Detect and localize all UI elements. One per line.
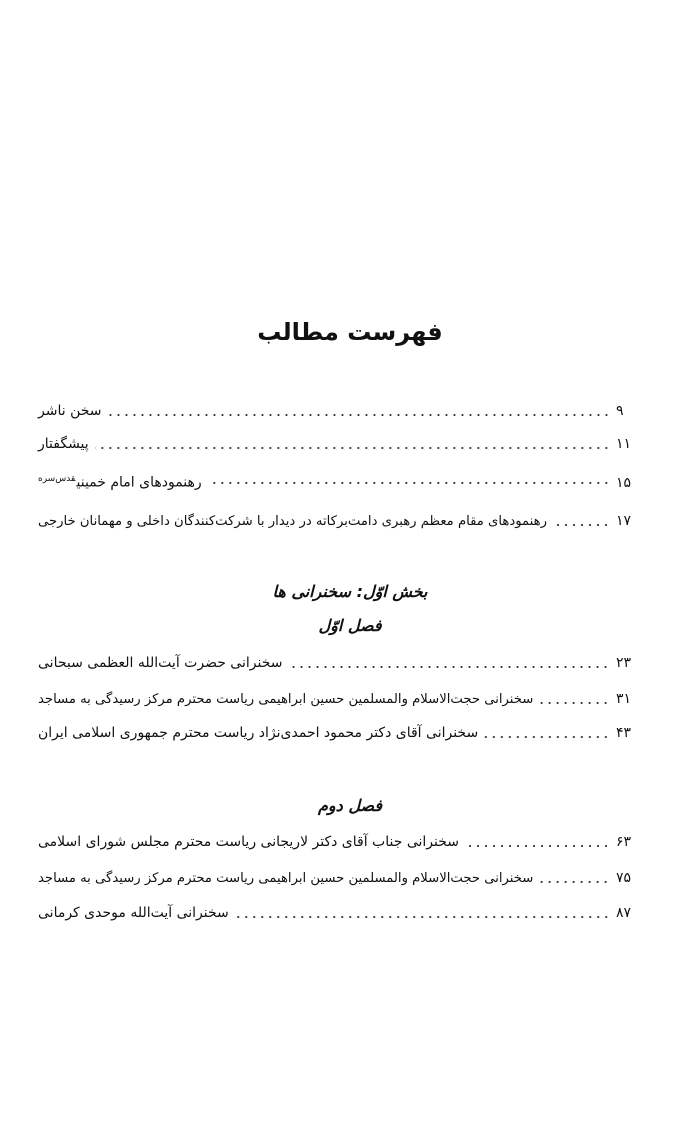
toc-entry[interactable]	[38, 720, 656, 746]
toc-entry-publisher-note[interactable]	[38, 398, 656, 424]
toc-entry-label: رهنمودهای مقام معظم رهبری دامت‌برکاته در دیدار با شرکت‌کنندگان داخلی و مهمانان خارجی	[38, 514, 547, 529]
dot-leader	[208, 482, 610, 484]
toc-entry-page: ۶۳	[616, 834, 632, 850]
toc-entry-label: پیشگفتار	[38, 436, 89, 452]
toc-entry-imam-khomeini-guidance[interactable]	[38, 466, 656, 492]
dot-leader	[235, 916, 610, 918]
toc-entry[interactable]	[38, 650, 656, 676]
dot-leader	[539, 881, 610, 883]
toc-entry-label: سخنرانی آیت‌الله موحدی کرمانی	[38, 905, 229, 921]
toc-entry-page: ۴۳	[616, 725, 632, 741]
toc-title: فهرست مطالب	[257, 318, 443, 346]
toc-entry-page: ۱۱	[616, 436, 632, 452]
dot-leader	[484, 736, 610, 738]
toc-entry-label: سخنرانی حجت‌الاسلام والمسلمین حسین ابراهیمی ریاست محترم مرکز رسیدگی به مساجد	[38, 871, 534, 886]
toc-entry-page: ۹	[616, 403, 624, 419]
toc-entry-label-text: رهنمودهای امام خمینی	[76, 474, 202, 491]
toc-entry-label: سخنرانی آقای دکتر محمود احمدی‌نژاد ریاست محترم جمهوری اسلامی ایران	[38, 725, 479, 741]
toc-entry-page: ۷۵	[616, 870, 632, 886]
toc-entry[interactable]	[38, 829, 656, 855]
toc-entry-page: ۲۳	[616, 655, 632, 671]
dot-leader	[465, 845, 610, 847]
dot-leader	[539, 702, 610, 704]
toc-entry-page: ۱۷	[616, 513, 632, 529]
dot-leader	[553, 524, 610, 526]
toc-entry[interactable]	[38, 900, 656, 926]
dot-leader	[288, 666, 610, 668]
toc-entry[interactable]	[38, 686, 656, 712]
toc-entry-label: سخنرانی جناب آقای دکتر لاریجانی ریاست محترم مجلس شورای اسلامی	[38, 834, 459, 850]
toc-entry-supreme-leader-guidance[interactable]	[38, 508, 656, 534]
toc-entry-label: سخن ناشر	[38, 403, 102, 419]
toc-entry-page: ۸۷	[616, 905, 632, 921]
part-heading: بخش اوّل: سخنرانی ها	[272, 582, 428, 601]
toc-entry-label	[38, 466, 202, 496]
toc-entry-label: سخنرانی حجت‌الاسلام والمسلمین حسین ابراهیمی ریاست محترم مرکز رسیدگی به مساجد	[38, 692, 534, 707]
toc-entry-preface[interactable]	[38, 431, 656, 457]
chapter-heading: فصل اوّل	[318, 616, 382, 635]
toc-entry-page: ۳۱	[616, 691, 632, 707]
dot-leader	[108, 414, 611, 416]
toc-entry-page: ۱۵	[616, 474, 632, 491]
dot-leader	[95, 447, 610, 449]
honorific-ligature-icon: قدس‌سره	[38, 474, 76, 484]
chapter-heading: فصل دوم	[318, 796, 382, 815]
toc-entry-label: سخنرانی حضرت آیت‌الله العظمی سبحانی	[38, 655, 283, 671]
toc-entry[interactable]	[38, 865, 656, 891]
